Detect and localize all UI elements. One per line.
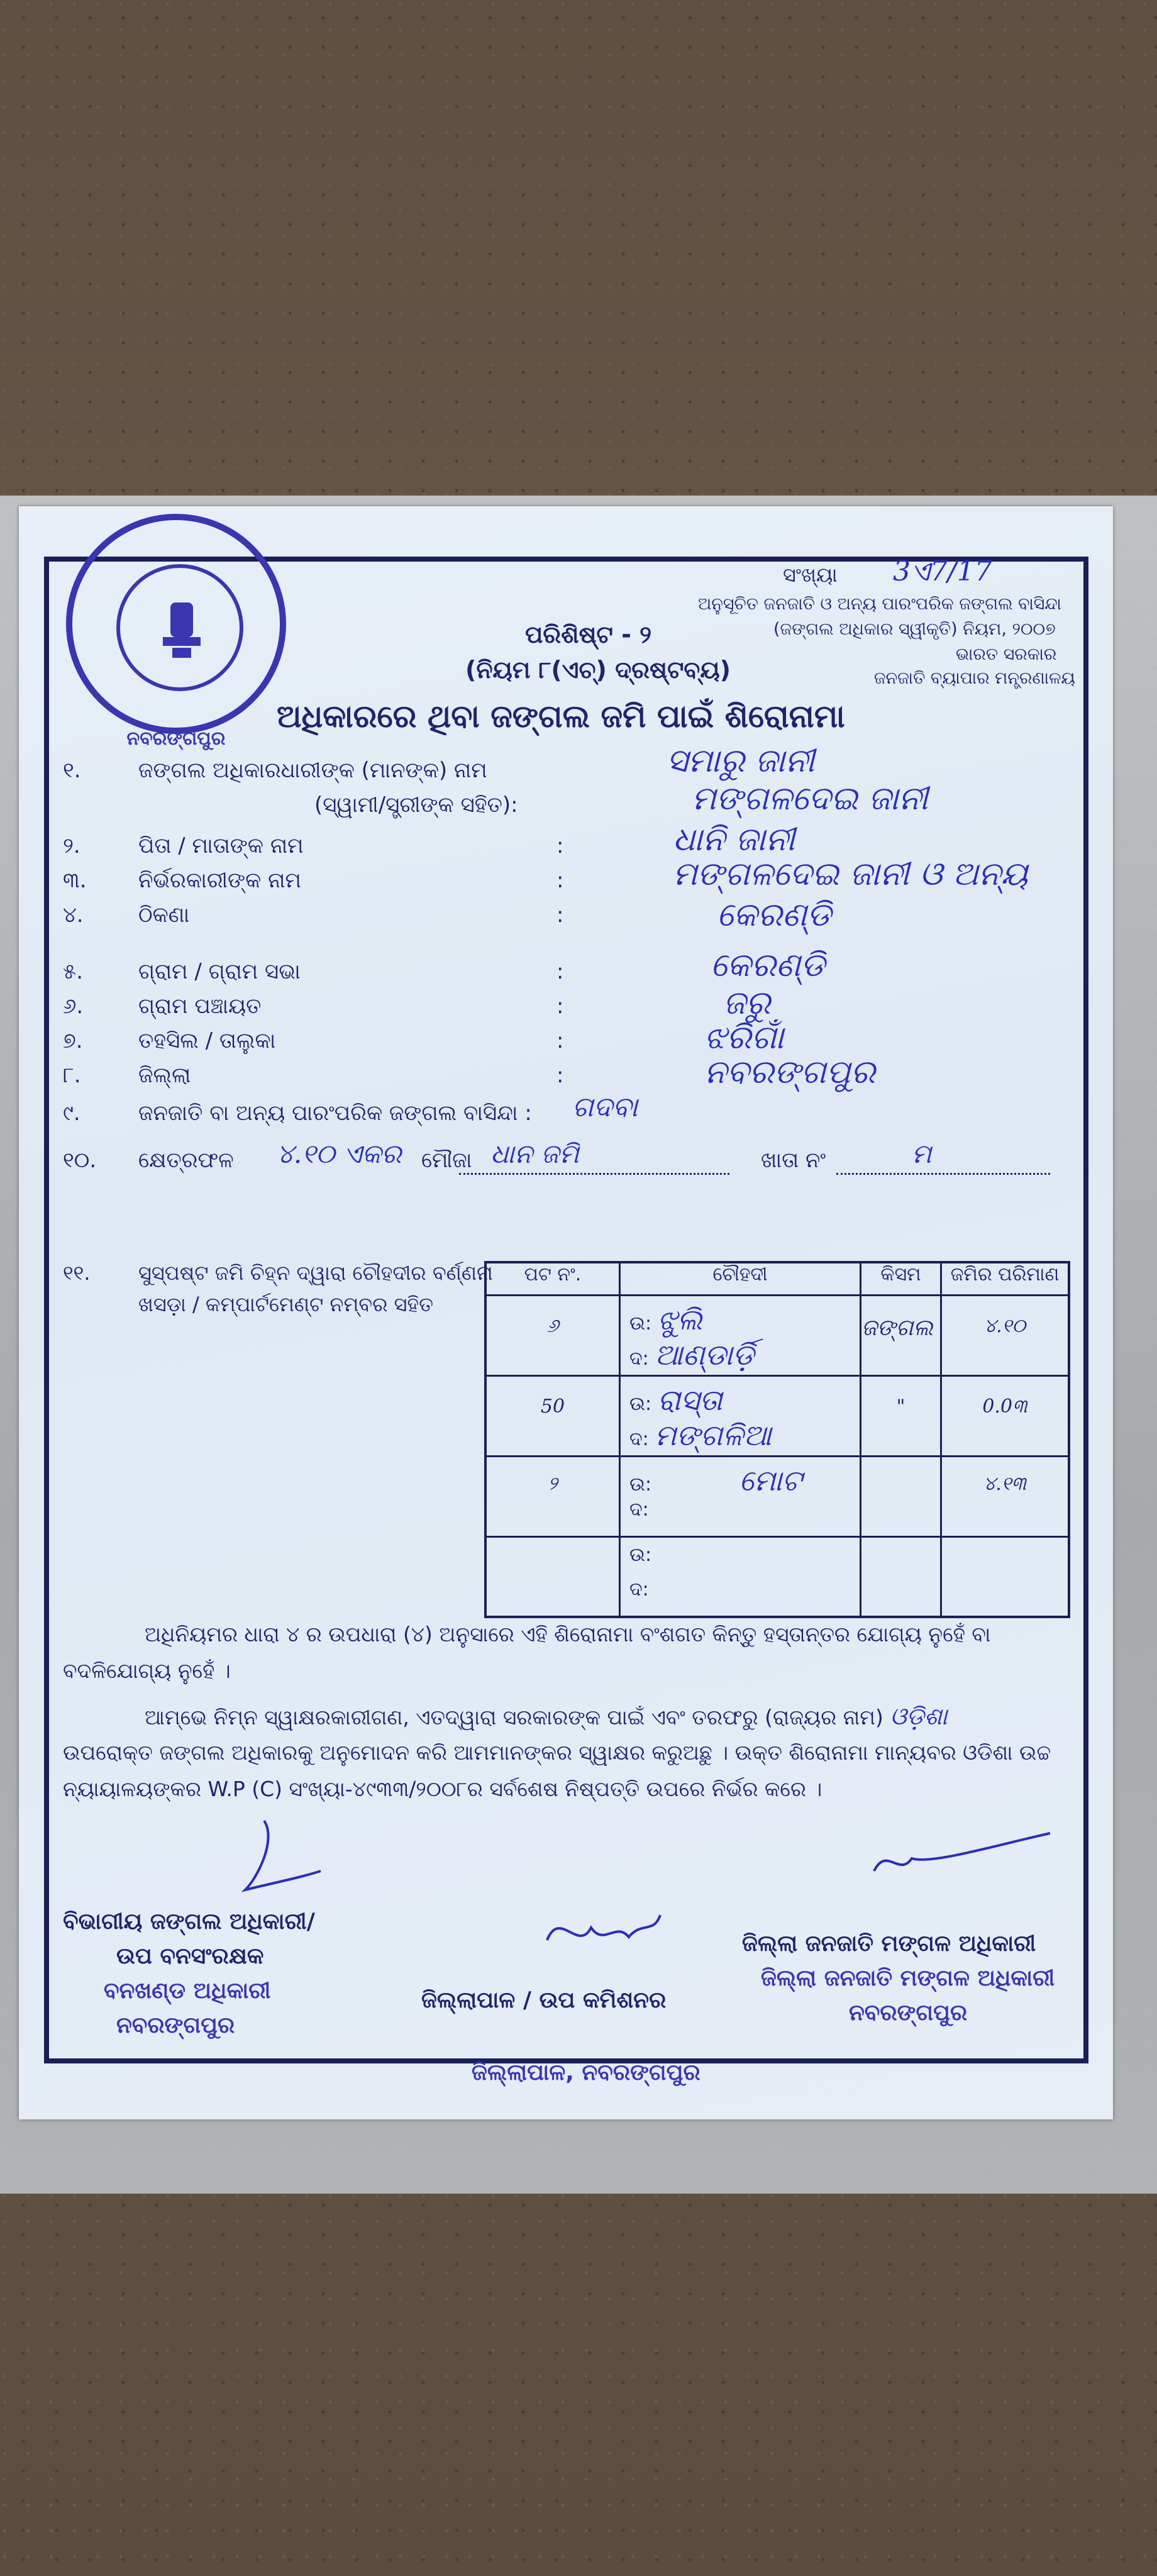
number-value: 3ଏ7/17: [893, 555, 992, 587]
official-seal: [66, 514, 286, 750]
act-line-3: ଭାରତ ସରକାର: [956, 645, 1057, 664]
area-value: ୪.୧୦ ଏକର: [277, 1138, 402, 1169]
paragraph-2b: ଉପରୋକ୍ତ ଜଙ୍ଗଲ ଅଧିକାରକୁ ଅନୁମୋଦନ କରି ଆମମାନଙ୍କର ସ୍ୱାକ୍ଷର କରୁଅଛୁ । ଉକ୍ତ ଶିରୋନାମା ମାନ୍ୟବର ଓଡିଶା ଉଚ୍ଚ ନ୍ୟାୟାଳୟଙ୍କର W.P (C) ସଂଖ୍ୟା-୪୯୩୩/୨୦୦୮ର ସର୍ବଶେଷ ନିଷ୍ପତ୍ତି ଉପରେ ନିର୍ଭର କରେ ।: [63, 1740, 1051, 1801]
field-row: ୯. ଜନଜାତି ବା ଅନ୍ୟ ପାରଂପରିକ ଜଙ୍ଗଲ ବାସିନ୍ଦା :: [63, 1101, 532, 1126]
field-row: ୭. ତହସିଲ / ତାଲୁକା: [63, 1028, 276, 1053]
table-row: ଉ: ଦ:: [485, 1536, 1069, 1617]
act-line-1: ଅନୁସୂଚିତ ଜନଜାତି ଓ ଅନ୍ୟ ପାରଂପରିକ ଜଙ୍ଗଲ ବାସିନ୍ଦା: [698, 594, 1061, 614]
header-boundary: ଚୌହଦୀ: [620, 1262, 861, 1295]
header-plot: ପଟ ନଂ.: [485, 1262, 620, 1295]
field-value: ଗଦବା: [572, 1091, 638, 1123]
right-stamp-2: ନବରଙ୍ଗପୁର: [849, 2000, 968, 2026]
boundary-label: ୧୧. ସୁସ୍ପଷ୍ଟ ଜମି ଚିହ୍ନ ଦ୍ୱାରା ଚୌହଦୀର ବର୍ଣ୍ଣନା: [63, 1261, 493, 1285]
field-value: ମଙ୍ଗଳଦେଇ ଜାନୀ: [692, 780, 929, 818]
field-label: (ସ୍ୱାମୀ/ସ୍ତ୍ରୀଙ୍କ ସହିତ):: [314, 792, 518, 818]
field-label: ଜନଜାତି ବା ଅନ୍ୟ ପାରଂପରିକ ଜଙ୍ଗଲ ବାସିନ୍ଦା :: [138, 1101, 532, 1126]
seal-text: ନବରଙ୍ଗପୁର: [126, 728, 226, 750]
field-value: ମଙ୍ଗଳଦେଇ ଜାନୀ ଓ ଅନ୍ୟ: [673, 855, 1028, 893]
field-value: ନବରଙ୍ଗପୁର: [704, 1053, 876, 1091]
khata-value: ମ: [912, 1138, 932, 1169]
state-value: ଓଡ଼ିଶା: [890, 1702, 948, 1730]
area-label: କ୍ଷେତ୍ରଫଳ: [138, 1148, 234, 1173]
field-value: ସମାରୁ ଜାନୀ: [667, 742, 815, 780]
table-row: ୬ ଉ: ଝୁଲି ଦ: ଆଣ୍ଡାର୍ଡ଼ି ଜଙ୍ଗଲ ୪.୧୦: [485, 1295, 1069, 1375]
signature-middle-icon: [534, 1902, 673, 1959]
header-area: ଜମିର ପରିମାଣ: [941, 1262, 1070, 1295]
act-line-2: (ଜଙ୍ଗଲ ଅଧିକାର ସ୍ୱୀକୃତି) ନିୟମ, ୨୦୦୭: [773, 619, 1056, 639]
ashoka-emblem-icon: [157, 596, 207, 665]
act-line-4: ଜନଜାତି ବ୍ୟାପାର ମନ୍ତ୍ରଣାଳୟ: [874, 669, 1075, 688]
field-row: ୮. ଜିଲ୍ଲା: [63, 1063, 191, 1088]
field-row: ୧. ଜଙ୍ଗଲ ଅଧିକାରଧାରୀଙ୍କ (ମାନଙ୍କ) ନାମ: [63, 758, 487, 783]
header-kisam: କିସମ: [861, 1262, 941, 1295]
table-row: 50 ଉ: ରାସ୍ତା ଦ: ମଙ୍ଗଳିଆ " 0.0୩: [485, 1375, 1069, 1456]
field-label: ଗ୍ରାମ ପଞ୍ଚାୟତ: [138, 994, 262, 1019]
field-row: [314, 792, 518, 818]
table-row: ୨ ଉ: ମୋଟ ଦ: ୪.୧୩: [485, 1456, 1069, 1536]
field-row: ୪. ଠିକଣା: [63, 902, 190, 928]
schedule-label: ପରିଶିଷ୍ଟ - ୨: [525, 621, 652, 648]
boundary-label-2: ଖସଡ଼ା / କମ୍ପାର୍ଟମେଣ୍ଟ ନମ୍ବର ସହିତ: [138, 1292, 434, 1316]
left-signatory-1: ବିଭାଗୀୟ ଜଙ୍ଗଲ ଅଧିକାରୀ/: [63, 1909, 315, 1935]
signature-right-icon: [868, 1827, 1056, 1884]
paragraph-1: ଅଧିନିୟମର ଧାରା ୪ ର ଉପଧାରା (୪) ଅନୁସାରେ ଏହି ଶିରୋନାମା ବଂଶଗତ କିନ୍ତୁ ହସ୍ତାନ୍ତର ଯୋଗ୍ୟ ନୁହେଁ ବା ବଦଳିଯୋଗ୍ୟ ନୁହେଁ ।: [63, 1622, 991, 1683]
area-row: ୧୦. କ୍ଷେତ୍ରଫଳ: [63, 1148, 234, 1173]
paragraph-2a: ଆମ୍ଭେ ନିମ୍ନ ସ୍ୱାକ୍ଷରକାରୀଗଣ, ଏତଦ୍ୱାରା ସରକାରଙ୍କ ପାଇଁ ଏବଂ ତରଫରୁ (ରାଜ୍ୟର ନାମ) ଓଡ଼ିଶା: [145, 1702, 948, 1730]
field-value: କେରଣ୍ଡି: [711, 947, 825, 984]
field-value: ଝରିଗାଁ: [704, 1019, 784, 1057]
number-label: ସଂଖ୍ୟା: [783, 563, 838, 587]
table-header-row: [485, 1262, 1069, 1295]
left-stamp-1: ବନଖଣ୍ଡ ଅଧିକାରୀ: [104, 1978, 271, 2004]
field-label: ଗ୍ରାମ / ଗ୍ରାମ ସଭା: [138, 959, 301, 984]
field-label: ଜିଲ୍ଲା: [138, 1063, 191, 1088]
field-label: ତହସିଲ / ତାଲୁକା: [138, 1028, 276, 1053]
page-title: ଅଧିକାରରେ ଥିବା ଜଙ୍ଗଲ ଜମି ପାଇଁ ଶିରୋନାମା: [277, 698, 845, 735]
right-signatory: ଜିଲ୍ଲା ଜନଜାତି ମଙ୍ଗଳ ଅଧିକାରୀ: [742, 1931, 1036, 1957]
rule-label: (ନିୟମ ୮(ଏଚ୍) ଦ୍ରଷ୍ଟବ୍ୟ): [465, 656, 731, 684]
field-value: ଧାନି ଜାନୀ: [673, 821, 795, 858]
field-label: ପିତା / ମାତାଙ୍କ ନାମ: [138, 833, 304, 858]
title-document: ନବରଙ୍ଗପୁର ସଂଖ୍ୟା 3ଏ7/17 ଅନୁସୂଚିତ ଜନଜାତି ଓ ଅନ୍ୟ ପାରଂପରିକ ଜଙ୍ଗଲ ବାସିନ୍ଦା (ଜଙ୍ଗଲ ଅଧିକାର ସ୍ୱୀକୃତି) ନିୟମ, ୨୦୦୭ ଭାରତ ସରକାର ଜନଜାତି ବ୍ୟାପାର ମନ୍ତ୍ରଣାଳୟ ପରିଶିଷ୍ଟ - ୨ (ନିୟମ ୮(ଏଚ୍) ଦ୍ରଷ୍ଟବ୍ୟ) ଅଧିକାରରେ ଥିବା ଜଙ୍ଗଲ ଜମି ପାଇଁ ଶିରୋନାମା ୧. ଜଙ୍ଗଲ ଅଧିକାରଧାରୀଙ୍କ (ମାନଙ୍କ) ନାମ ସମାରୁ ଜାନୀ (ସ୍ୱାମୀ/ସ୍ତ୍ରୀଙ୍କ ସହିତ): ମଙ୍ଗଳଦେଇ ଜାନୀ ୨. ପିତା / ମାତାଙ୍କ ନାମ : ଧାନି ଜାନୀ ୩. ନିର୍ଭରକାରୀଙ୍କ ନାମ : ମଙ୍ଗଳଦେଇ ଜାନୀ ଓ ଅନ୍ୟ ୪. ଠିକଣା : କେରଣ୍ଡି ୫. ଗ୍ରାମ / ଗ୍ରାମ ସଭା : କେରଣ୍ଡି ୬. ଗ୍ରାମ ପଞ୍ଚାୟତ : ଜରୁ ୭. ତହସିଲ / ତାଲୁକା : ଝରିଗାଁ ୮. ଜିଲ୍ଲା : ନବରଙ୍ଗପୁର ୯. ଜନଜାତି ବା ଅନ୍ୟ ପାରଂପରିକ ଜଙ୍ଗଲ ବାସିନ୍ଦା : ଗଦବା ୧୦. କ୍ଷେତ୍ରଫଳ ୪.୧୦ ଏକର ମୌଜା ଧାନ ଜମି ଖାତା ନଂ ମ ୧୧. ସୁସ୍ପଷ୍ଟ ଜମି ଚିହ୍ନ ଦ୍ୱାରା ଚୌହଦୀର ବର୍ଣ୍ଣନା ଖସଡ଼ା / କମ୍ପାର୍ଟମେଣ୍ଟ ନମ୍ବର ସହିତ ପଟ ନଂ. ଚୌହଦୀ କିସମ ଜମିର ପରିମାଣ ୬ ଉ: ଝୁଲି ଦ: ଆଣ୍ଡାର୍ଡ଼ି ଜଙ୍ଗଲ ୪.୧୦ 50 ଉ: ରାସ୍ତା ଦ: ମଙ୍ଗଳିଆ " 0.0୩ ୨ ଉ: ମୋଟ ଦ: ୪.୧୩ ଉ: ଦ: ଅଧିନିୟମର ଧାରା ୪ ର ଉପଧାରା (୪) ଅନୁସାରେ ଏହି ଶିରୋନାମା ବଂଶଗତ କିନ୍ତୁ ହସ୍ତାନ୍ତର ଯୋଗ୍ୟ ନୁହେଁ ବା ବଦଳିଯୋଗ୍ୟ ନୁହେଁ । ଆମ୍ଭେ ନିମ୍ନ ସ୍ୱାକ୍ଷରକାରୀଗଣ, ଏତଦ୍ୱାରା ସରକାରଙ୍କ ପାଇଁ ଏବଂ ତରଫରୁ (ରାଜ୍ୟର ନାମ) ଓଡ଼ିଶା ଉପରୋକ୍ତ ଜଙ୍ଗଲ ଅଧିକାରକୁ ଅନୁମୋଦନ କରି ଆମମାନଙ୍କର ସ୍ୱାକ୍ଷର କରୁଅଛୁ । ଉକ୍ତ ଶିରୋନାମା ମାନ୍ୟବର ଓଡିଶା ଉଚ୍ଚ ନ୍ୟାୟାଳୟଙ୍କର W.P (C) ସଂଖ୍ୟା-୪୯୩୩/୨୦୦୮ର ସର୍ବଶେଷ ନିଷ୍ପତ୍ତି ଉପରେ ନିର୍ଭର କରେ । ବିଭାଗୀୟ ଜଙ୍ଗଲ ଅଧିକାରୀ/ ଉପ ବନସଂରକ୍ଷକ ବନଖଣ୍ଡ ଅଧିକାରୀ ନବରଙ୍ଗପୁର ଜିଲ୍ଲାପାଳ / ଉପ କମିଶନର ଜିଲ୍ଲାପାଳ, ନବରଙ୍ଗପୁର ଜିଲ୍ଲା ଜନଜାତି ମଙ୍ଗଳ ଅଧିକାରୀ ଜିଲ୍ଲା ଜନଜାତି ମଙ୍ଗଳ ଅଧିକାରୀ ନବରଙ୍ଗପୁର: [19, 506, 1113, 2119]
field-row: ୩. ନିର୍ଭରକାରୀଙ୍କ ନାମ: [63, 868, 301, 893]
mouza-label: ମୌଜା: [421, 1148, 472, 1173]
field-row: ୨. ପିତା / ମାତାଙ୍କ ନାମ: [63, 833, 304, 858]
field-value: ଜରୁ: [723, 984, 771, 1022]
field-row: ୫. ଗ୍ରାମ / ଗ୍ରାମ ସଭା: [63, 959, 301, 984]
signature-left-icon: [208, 1814, 333, 1902]
right-stamp-1: ଜିଲ୍ଲା ଜନଜାତି ମଙ୍ଗଳ ଅଧିକାରୀ: [761, 1965, 1055, 1991]
boundary-table: [484, 1261, 1070, 1618]
field-label: ନିର୍ଭରକାରୀଙ୍କ ନାମ: [138, 868, 301, 893]
field-row: ୬. ଗ୍ରାମ ପଞ୍ଚାୟତ: [63, 994, 262, 1019]
middle-stamp: ଜିଲ୍ଲାପାଳ, ନବରଙ୍ଗପୁର: [472, 2060, 700, 2085]
field-label: ଠିକଣା: [138, 902, 190, 928]
left-signatory-2: ଉପ ବନସଂରକ୍ଷକ: [116, 1943, 264, 1969]
middle-signatory: ଜିଲ୍ଲାପାଳ / ଉପ କମିଶନର: [421, 1987, 667, 2013]
khata-label: ଖାତା ନଂ: [761, 1148, 826, 1173]
mouza-value: ଧାନ ଜମି: [490, 1138, 579, 1169]
field-value: କେରଣ୍ଡି: [717, 896, 831, 934]
left-stamp-2: ନବରଙ୍ଗପୁର: [116, 2012, 235, 2038]
seal-inner-ring: [116, 564, 243, 691]
field-label: ଜଙ୍ଗଲ ଅଧିକାରଧାରୀଙ୍କ (ମାନଙ୍କ) ନାମ: [138, 758, 487, 783]
